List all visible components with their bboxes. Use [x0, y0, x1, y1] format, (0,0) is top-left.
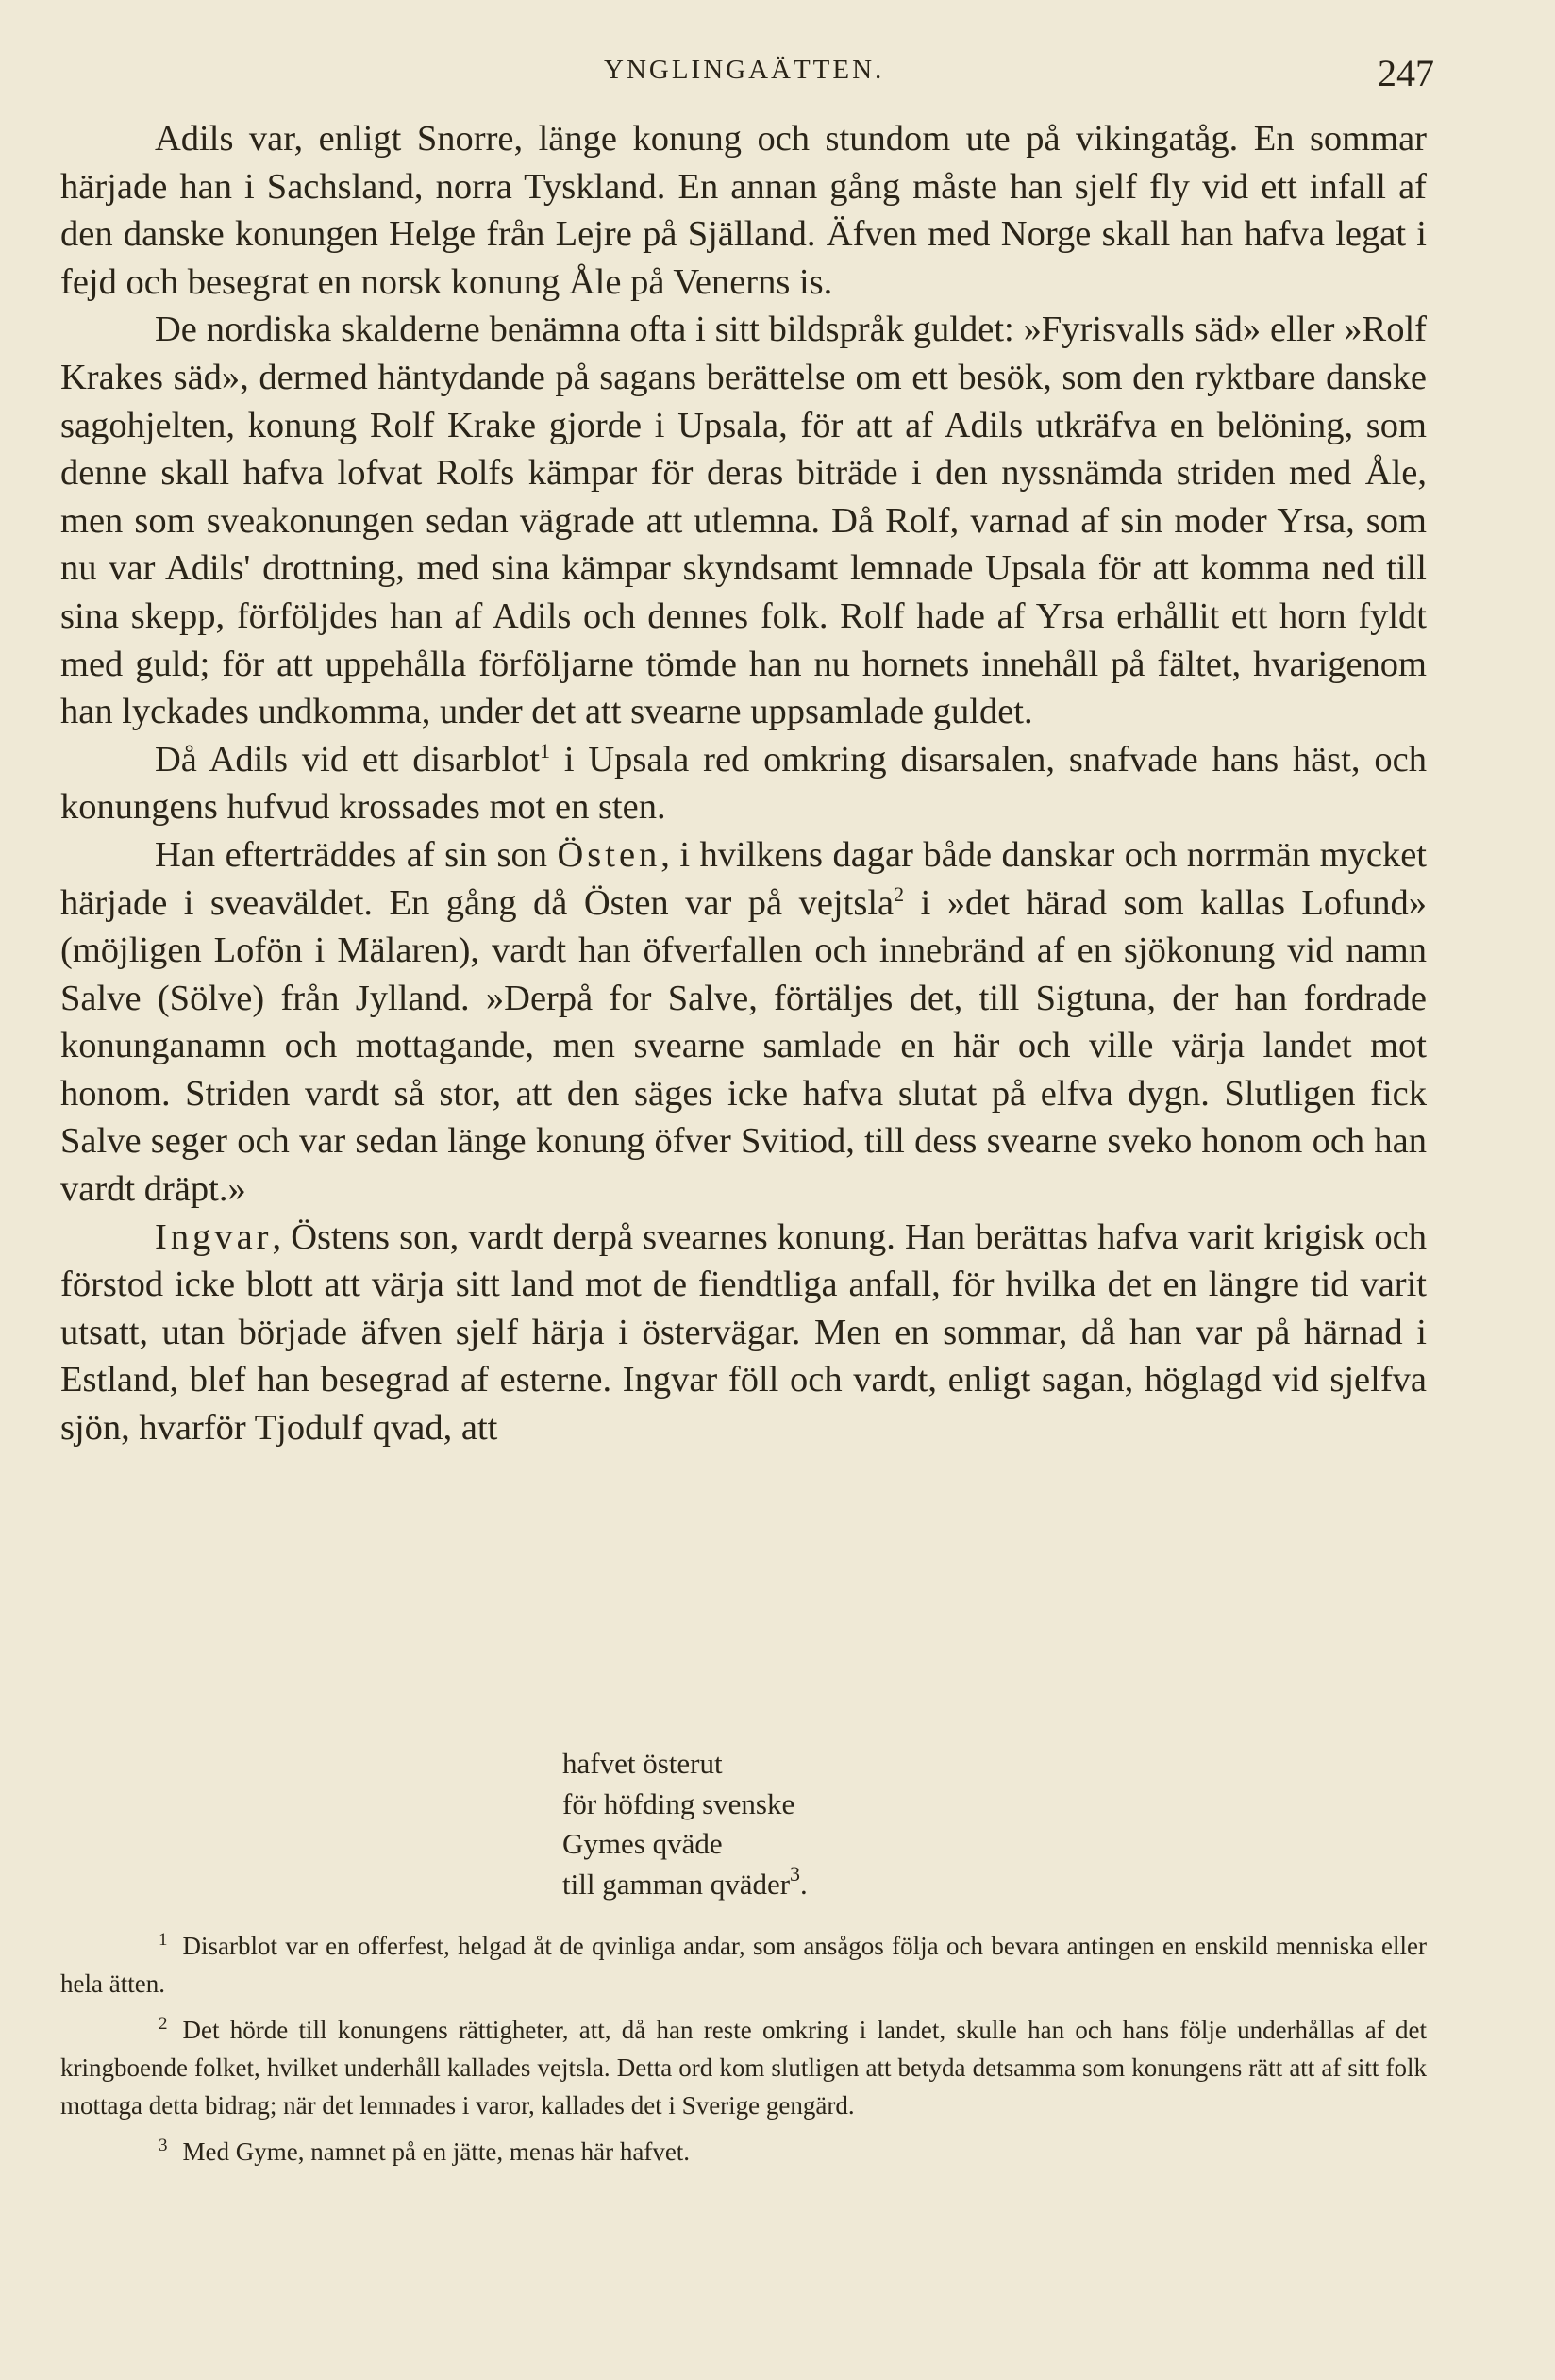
name-ingvar: Ingvar	[155, 1216, 273, 1257]
text-run: Han efterträddes af sin son	[155, 834, 558, 875]
footnote-2	[60, 2011, 1427, 2124]
running-title: YNGLINGAÄTTEN.	[604, 55, 885, 85]
footnote-1	[60, 1927, 1427, 2003]
footnote-ref-3: 3	[790, 1861, 801, 1886]
poem-end-punct: .	[800, 1867, 808, 1901]
poem-line: för höfding svenske	[562, 1786, 795, 1820]
text-run: , Östens son, vardt derpå svearnes konung. Han berättas hafva varit krigisk och förstod icke blott att värja sitt land mot de fiendtliga anfall, för hvilka det en längre tid varit utsatt, utan började äfven sjelf härja i östervägar. Men en sommar, då han var på härnad i Estland, blef han besegrad af esterne. Ingvar föll och vardt, enligt sagan, höglagd vid sjelfva sjön, hvarför Tjodulf qvad, att	[60, 1216, 1427, 1449]
name-osten: Östen	[557, 834, 661, 875]
page-header	[57, 52, 1434, 111]
text-run: i Upsala red omkring disarsalen, snafvade hans häst, och konungens hufvud krossades mot en sten.	[60, 739, 1427, 828]
poem-line	[562, 1861, 808, 1905]
text-run: Då Adils vid ett disarblot	[155, 739, 540, 779]
poem-line: hafvet österut	[562, 1747, 723, 1780]
paragraph-osten	[60, 831, 1427, 1214]
footnote-mark: 3	[159, 2136, 168, 2155]
paragraph-ingvar	[60, 1214, 1427, 1452]
main-text	[60, 115, 1427, 1452]
footnote-ref-1: 1	[539, 738, 550, 763]
footnote-text: Med Gyme, namnet på en jätte, menas här hafvet.	[182, 2137, 691, 2166]
paragraph-fyrisvalls-sad: De nordiska skalderne benämna ofta i sitt bildspråk guldet: »Fyrisvalls säd» eller »Rolf Krakes säd», dermed häntydande på sagans berättelse om ett besök, som den ryktbare danske sagohjelten, konung Rolf Krake gjorde i Upsala, för att af Adils utkräfva en belöning, som denne skall hafva lofvat Rolfs kämpar för deras biträde i den nyssnämda striden med Åle, men som sveakonungen sedan vägrade att utlemna. Då Rolf, varnad af sin moder Yrsa, som nu var Adils' drottning, med sina kämpar skyndsamt lemnade Upsala för att komma ned till sina skepp, förföljdes han af Adils och dennes folk. Rolf hade af Yrsa erhållit ett horn fyldt med guld; för att uppehålla förföljarne tömde han nu hornets innehåll på fältet, hvarigenom han lyckades undkomma, under det att svearne uppsamlade guldet.	[60, 310, 1427, 732]
footnote-text: Disarblot var en offerfest, helgad åt de qvinliga andar, som ansågos följa och bevara antingen en enskild menniska eller hela ätten.	[60, 1932, 1427, 1998]
footnote-ref-2: 2	[894, 881, 905, 906]
footnote-3	[60, 2133, 1427, 2170]
paragraph-adils-death	[60, 736, 1427, 831]
footnote-text: Det hörde till konungens rättigheter, att, då han reste omkring i landet, skulle han och hans följe underhållas af det kringboende folket, hvilket underhåll kallades vejtsla. Detta ord kom slutligen att betyda detsamma som konungens rätt att af sitt folk mottaga detta bidrag; när det lemnades i varor, kallades det i Sverige gengärd.	[60, 2016, 1427, 2120]
text-run: i »det härad som kallas Lofund» (möjligen Lofön i Mälaren), vardt han öfverfallen och innebränd af en sjökonung vid namn Salve (Sölve) från Jylland. »Derpå for Salve, förtäljes det, till Sigtuna, der han fordrade konunganamn och mottagande, men svearne samlade en här och ville värja landet mot honom. Striden vardt så stor, att den säges icke hafva slutat på elfva dygn. Slutligen fick Salve seger och var sedan länge konung öfver Svitiod, till dess svearne sveko honom och han vardt dräpt.»	[60, 882, 1427, 1210]
footnote-mark: 2	[159, 2014, 168, 2034]
text-run: , i hvilkens dagar både danskar och norrmän mycket härjade i sveaväldet. En gång då Östen var på vejtsla	[60, 834, 1428, 923]
paragraph-adils-reign: Adils var, enligt Snorre, länge konung och stundom ute på vikingatåg. En sommar härjade han i Sachsland, norra Tyskland. En annan gång måste han sjelf fly vid ett infall af den danske konungen Helge från Lejre på Själland. Äfven med Norge skall han hafva legat i fejd och besegrat en norsk konung Åle på Venerns is.	[60, 119, 1427, 302]
poem-line-text: till gamman qväder	[562, 1867, 791, 1901]
poem-line: Gymes qväde	[562, 1827, 723, 1860]
footnotes	[60, 1927, 1427, 2179]
page-number: 247	[1378, 52, 1434, 94]
poem-quote	[562, 1744, 808, 1904]
footnote-mark: 1	[159, 1930, 168, 1950]
